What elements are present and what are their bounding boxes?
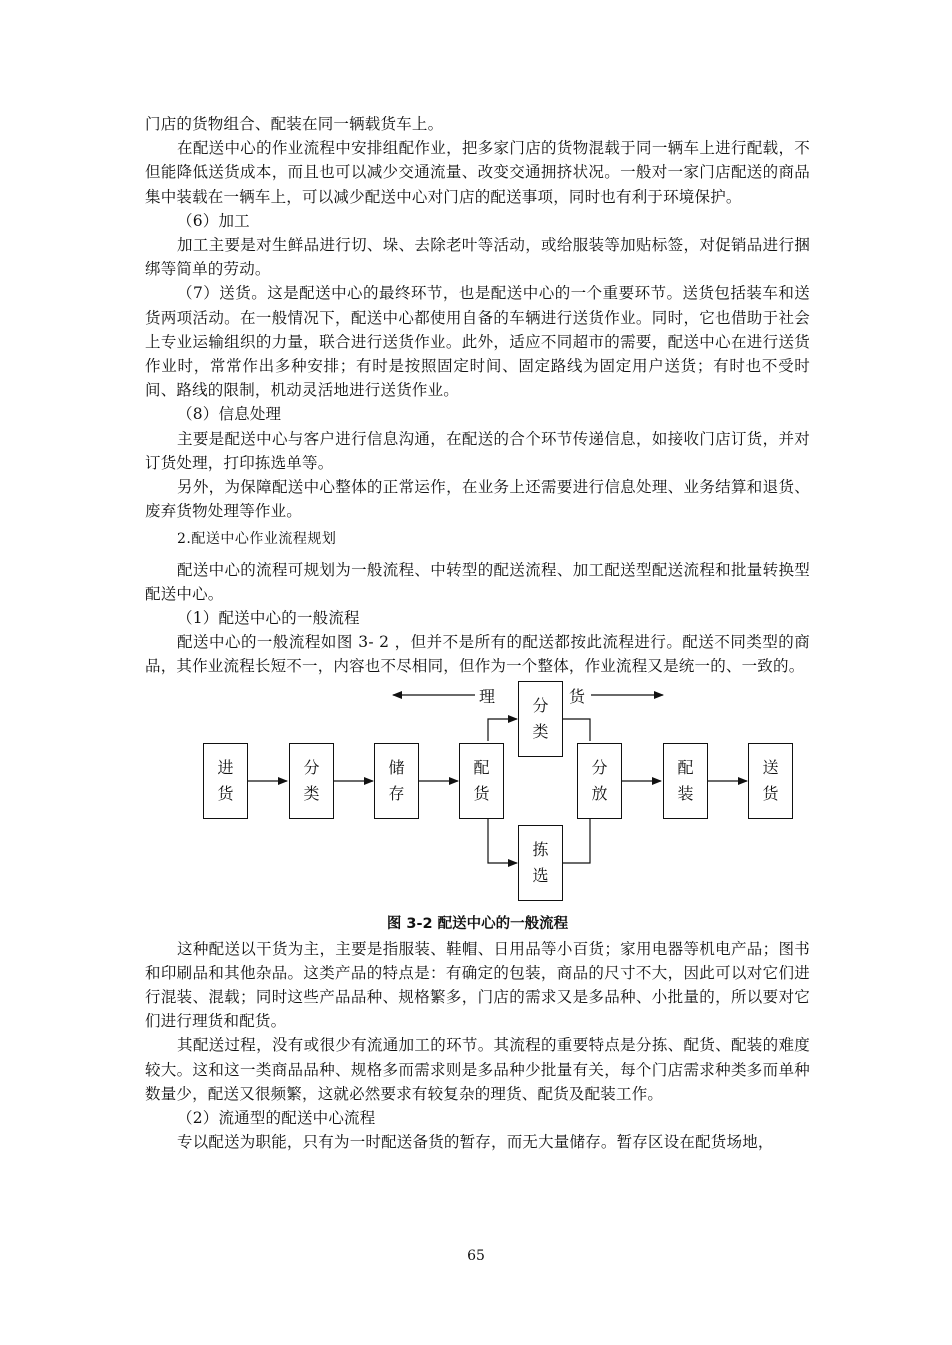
label-li: 理	[479, 686, 496, 706]
box-fenlei-upper: 分 类	[518, 681, 563, 757]
paragraph: （7）送货。这是配送中心的最终环节，也是配送中心的一个重要环节。送货包括装车和送货两项活动。在一般情况下，配送中心都使用自备的车辆进行送货作业。同时，它也借助于社会上专业运输组织的力量，联合进行送货作业。此外，适应不同超市的需要，配送中心在进行送货作业时，常常作出多种安排；有时是按照固定时间、固定路线为固定用户送货；有时也不受时间、路线的限制，机动灵活地进行送货作业。	[145, 284, 810, 400]
paragraph: 配送中心的流程可规划为一般流程、中转型的配送流程、加工配送型配送流程和批量转换型配送中心。	[145, 560, 810, 603]
arrow-peihuo-jianxuan	[488, 819, 517, 863]
figure-caption: 图 3-2 配送中心的一般流程	[386, 915, 569, 932]
top-text-block	[145, 112, 810, 523]
bottom-text-block	[145, 937, 810, 1155]
box-chucun: 储 存	[374, 743, 419, 819]
box-songhuo: 送 货	[748, 743, 793, 819]
document-page	[145, 112, 810, 1155]
paragraph: （8）信息处理	[177, 405, 282, 424]
paragraph: （6）加工	[177, 211, 250, 230]
line-jianxuan-fenfang	[563, 819, 590, 863]
paragraph: 另外，为保障配送中心整体的正常运作，在业务上还需要进行信息处理、业务结算和退货、废弃货物处理等作业。	[145, 478, 810, 521]
flowchart	[145, 681, 810, 911]
paragraph: 加工主要是对生鲜品进行切、垛、去除老叶等活动，或给服装等加贴标签，对促销品进行捆绑等简单的劳动。	[145, 236, 810, 279]
paragraph: 门店的货物组合、配装在同一辆载货车上。	[145, 115, 444, 133]
box-peizhuang: 配 装	[663, 743, 708, 819]
box-jinhuo: 进 货	[203, 743, 248, 819]
paragraph: 这种配送以干货为主，主要是指服装、鞋帽、日用品等小百货；家用电器等机电产品；图书和印刷品和其他杂品。这类产品的特点是：有确定的包装，商品的尺寸不大，因此可以对它们进行混装、混载；同时这些产品品种、规格繁多，门店的需求又是多品种、小批量的，所以要对它们进行理货和配货。	[145, 939, 810, 1031]
label-huo: 货	[569, 686, 586, 706]
paragraph: 主要是配送中心与客户进行信息沟通，在配送的合个环节传递信息，如接收门店订货，并对订货处理，打印拣选单等。	[145, 429, 810, 472]
paragraph: 专以配送为职能，只有为一时配送备货的暂存，而无大量储存。暂存区设在配货场地，	[177, 1133, 774, 1152]
box-fenfang: 分 放	[577, 743, 622, 819]
paragraph: （1）配送中心的一般流程	[177, 609, 360, 628]
box-peihuo: 配 货	[459, 743, 504, 819]
line-fenlei2-fenfang	[563, 719, 590, 741]
page-number: 65	[467, 1248, 485, 1264]
box-fenlei: 分 类	[289, 743, 334, 819]
paragraph: （2）流通型的配送中心流程	[177, 1109, 376, 1128]
mid-text-block	[145, 558, 810, 679]
box-jianxuan: 拣 选	[518, 825, 563, 901]
paragraph: 配送中心的一般流程如图 3- 2 ，但并不是所有的配送都按此流程进行。配送不同类型的商品，其作业流程长短不一，内容也不尽相同，但作为一个整体，作业流程又是统一的、一致的。	[145, 633, 810, 676]
arrow-peihuo-fenlei2	[488, 719, 517, 741]
paragraph: 在配送中心的作业流程中安排组配作业，把多家门店的货物混载于同一辆车上进行配载，不但能降低送货成本，而且也可以减少交通流量、改变交通拥挤状况。一般对一家门店配送的商品集中装载在一辆车上，可以减少配送中心对门店的配送事项，同时也有利于环境保护。	[145, 139, 810, 206]
section-heading: 2.配送中心作业流程规划	[177, 531, 337, 548]
paragraph: 其配送过程，没有或很少有流通加工的环节。其流程的重要特点是分拣、配货、配装的难度较大。这和这一类商品品种、规格多而需求则是多品种少批量有关，每个门店需求种类多而单种数量少，配送又很频繁，这就必然要求有较复杂的理货、配货及配装工作。	[145, 1036, 810, 1103]
